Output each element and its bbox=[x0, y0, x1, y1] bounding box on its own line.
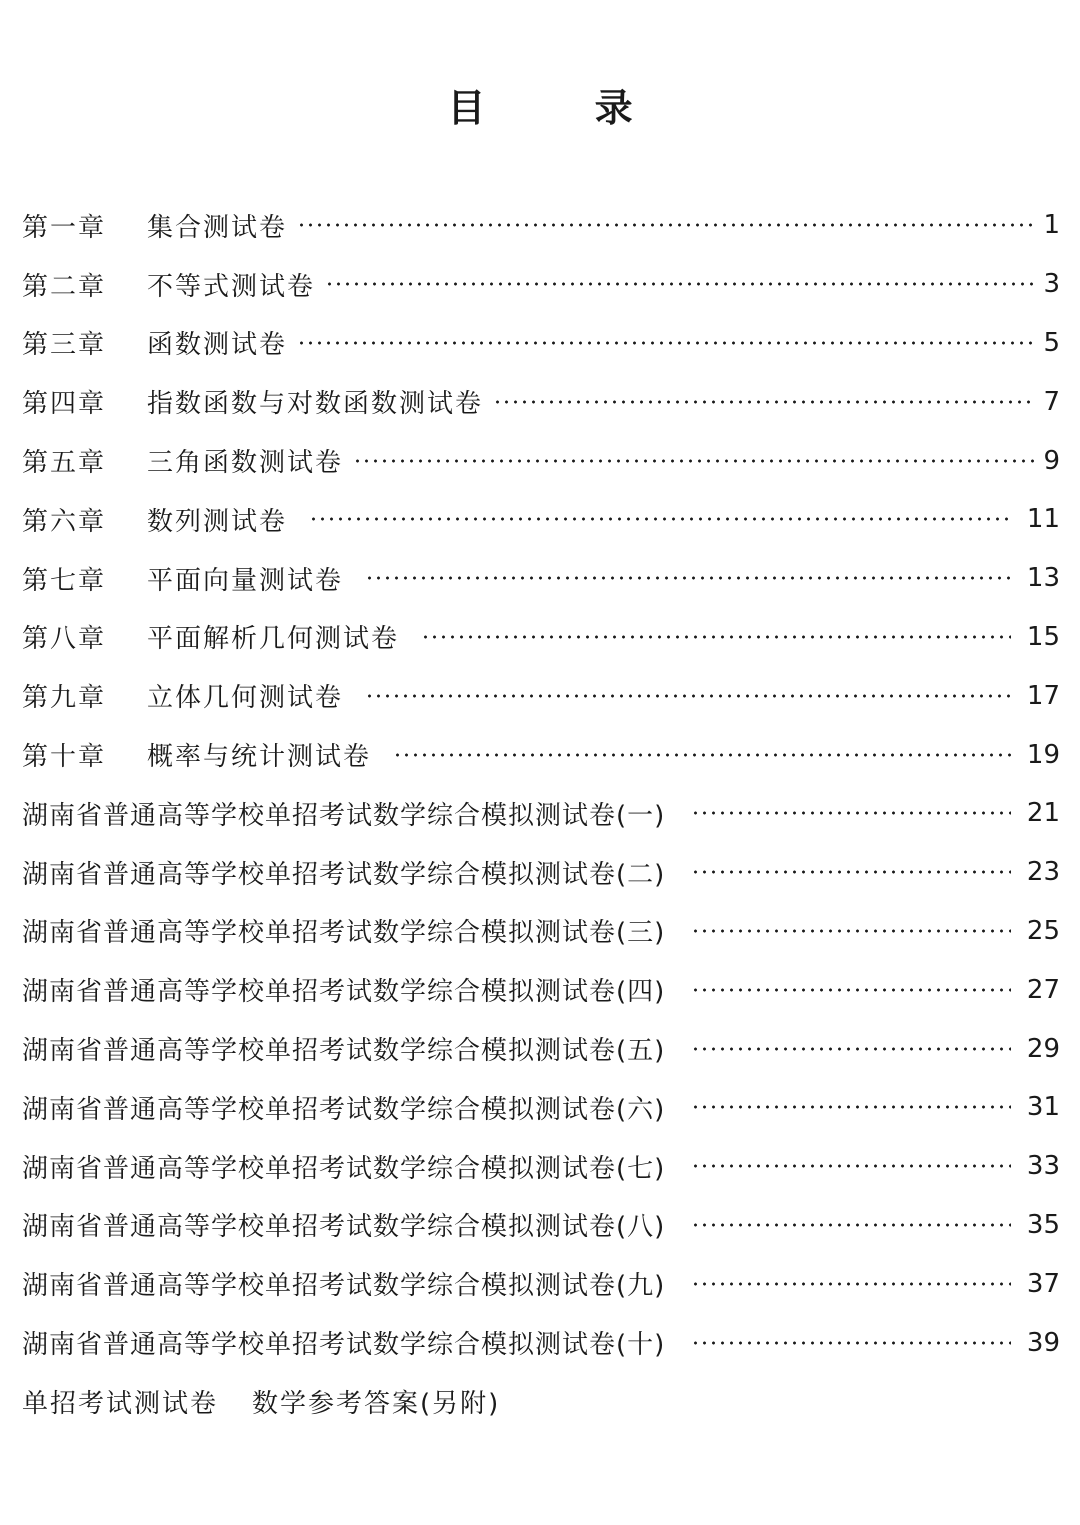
dot-leader bbox=[297, 223, 1035, 227]
toc-entry-title: 湖南省普通高等学校单招考试数学综合模拟测试卷(四) bbox=[22, 977, 666, 1008]
toc-entry-title: 湖南省普通高等学校单招考试数学综合模拟测试卷(七) bbox=[22, 1153, 666, 1184]
dot-leader bbox=[691, 870, 1011, 874]
toc-entry-mock-exam-4[interactable] bbox=[22, 960, 1060, 1019]
dot-leader bbox=[365, 694, 1011, 698]
toc-entry-title: 湖南省普通高等学校单招考试数学综合模拟测试卷(十) bbox=[22, 1330, 666, 1361]
dot-leader bbox=[691, 811, 1011, 815]
toc-chapter-label: 第二章 bbox=[22, 271, 107, 302]
toc-page-number: 25 bbox=[1026, 915, 1060, 946]
toc-entry-answer-key[interactable] bbox=[22, 1372, 1060, 1431]
toc-entry-title: 概率与统计测试卷 bbox=[147, 742, 372, 773]
toc-chapter-label: 第五章 bbox=[22, 448, 107, 479]
toc-entry-mock-exam-9[interactable] bbox=[22, 1254, 1060, 1313]
toc-entry-title: 指数函数与对数函数测试卷 bbox=[147, 389, 484, 420]
toc-chapter-label: 第一章 bbox=[22, 212, 107, 243]
toc-entry-mock-exam-5[interactable] bbox=[22, 1019, 1060, 1078]
toc-entry-chapter-10[interactable] bbox=[22, 725, 1060, 784]
toc-entry-title: 湖南省普通高等学校单招考试数学综合模拟测试卷(九) bbox=[22, 1271, 666, 1302]
dot-leader bbox=[691, 1223, 1011, 1227]
dot-leader bbox=[691, 1164, 1011, 1168]
toc-page-number: 39 bbox=[1026, 1327, 1060, 1358]
toc-entry-chapter-7[interactable] bbox=[22, 549, 1060, 608]
toc-entry-title: 立体几何测试卷 bbox=[147, 683, 344, 714]
toc-chapter-label: 第七章 bbox=[22, 565, 107, 596]
toc-entry-chapter-8[interactable] bbox=[22, 608, 1060, 667]
answer-key-note: 数学参考答案(另附) bbox=[252, 1388, 501, 1419]
toc-chapter-label: 第三章 bbox=[22, 330, 107, 361]
toc-entry-chapter-4[interactable] bbox=[22, 372, 1060, 431]
toc-entry-mock-exam-3[interactable] bbox=[22, 902, 1060, 961]
dot-leader bbox=[325, 282, 1035, 286]
toc-page-number: 11 bbox=[1026, 504, 1060, 535]
toc-page-number: 17 bbox=[1026, 680, 1060, 711]
toc-page-number: 33 bbox=[1026, 1151, 1060, 1182]
toc-entry-mock-exam-10[interactable] bbox=[22, 1313, 1060, 1372]
toc-page-number: 3 bbox=[1043, 269, 1060, 300]
dot-leader bbox=[309, 517, 1011, 521]
toc-page-number: 1 bbox=[1043, 210, 1060, 241]
toc-page-number: 31 bbox=[1026, 1092, 1060, 1123]
toc-entry-chapter-9[interactable] bbox=[22, 666, 1060, 725]
toc-entry-title: 平面解析几何测试卷 bbox=[147, 624, 400, 655]
toc-page-number: 23 bbox=[1026, 857, 1060, 888]
toc-page-number: 19 bbox=[1026, 739, 1060, 770]
dot-leader bbox=[691, 1047, 1011, 1051]
toc-page-number: 5 bbox=[1043, 327, 1060, 358]
toc-page-number: 15 bbox=[1026, 621, 1060, 652]
dot-leader bbox=[691, 929, 1011, 933]
toc-entry-mock-exam-6[interactable] bbox=[22, 1078, 1060, 1137]
toc-entry-chapter-5[interactable] bbox=[22, 431, 1060, 490]
toc-page-number: 35 bbox=[1026, 1209, 1060, 1240]
toc-entry-title: 三角函数测试卷 bbox=[147, 448, 344, 479]
table-of-contents bbox=[22, 196, 1060, 1431]
toc-entry-chapter-1[interactable] bbox=[22, 196, 1060, 255]
toc-entry-title: 湖南省普通高等学校单招考试数学综合模拟测试卷(二) bbox=[22, 859, 666, 890]
toc-entry-mock-exam-8[interactable] bbox=[22, 1196, 1060, 1255]
toc-page-number: 21 bbox=[1026, 798, 1060, 829]
toc-entry-title: 不等式测试卷 bbox=[147, 271, 316, 302]
toc-chapter-label: 第八章 bbox=[22, 624, 107, 655]
toc-entry-title: 湖南省普通高等学校单招考试数学综合模拟测试卷(三) bbox=[22, 918, 666, 949]
toc-entry-mock-exam-1[interactable] bbox=[22, 784, 1060, 843]
answer-key-label: 单招考试测试卷 bbox=[22, 1388, 219, 1419]
toc-entry-title: 湖南省普通高等学校单招考试数学综合模拟测试卷(六) bbox=[22, 1094, 666, 1125]
toc-entry-title: 湖南省普通高等学校单招考试数学综合模拟测试卷(八) bbox=[22, 1212, 666, 1243]
dot-leader bbox=[691, 1105, 1011, 1109]
toc-page-number: 7 bbox=[1043, 386, 1060, 417]
toc-page-number: 9 bbox=[1043, 445, 1060, 476]
dot-leader bbox=[297, 341, 1035, 345]
toc-entry-chapter-6[interactable] bbox=[22, 490, 1060, 549]
dot-leader bbox=[691, 1341, 1011, 1345]
toc-chapter-label: 第九章 bbox=[22, 683, 107, 714]
dot-leader bbox=[421, 635, 1011, 639]
dot-leader bbox=[353, 459, 1035, 463]
dot-leader bbox=[691, 1282, 1011, 1286]
toc-entry-title: 函数测试卷 bbox=[147, 330, 288, 361]
toc-page-number: 29 bbox=[1026, 1033, 1060, 1064]
toc-chapter-label: 第四章 bbox=[22, 389, 107, 420]
toc-entry-title: 平面向量测试卷 bbox=[147, 565, 344, 596]
dot-leader bbox=[691, 988, 1011, 992]
dot-leader bbox=[393, 753, 1011, 757]
dot-leader bbox=[493, 400, 1035, 404]
toc-page-number: 27 bbox=[1026, 974, 1060, 1005]
dot-leader bbox=[365, 576, 1011, 580]
toc-entry-chapter-3[interactable] bbox=[22, 314, 1060, 373]
toc-entry-chapter-2[interactable] bbox=[22, 255, 1060, 314]
toc-entry-title: 数列测试卷 bbox=[147, 506, 288, 537]
toc-entry-title: 集合测试卷 bbox=[147, 212, 288, 243]
toc-entry-mock-exam-7[interactable] bbox=[22, 1137, 1060, 1196]
toc-chapter-label: 第六章 bbox=[22, 506, 107, 537]
toc-page-number: 37 bbox=[1026, 1268, 1060, 1299]
toc-page-number: 13 bbox=[1026, 563, 1060, 594]
page-title: 目 录 bbox=[447, 85, 681, 130]
toc-entry-title: 湖南省普通高等学校单招考试数学综合模拟测试卷(一) bbox=[22, 800, 666, 831]
toc-entry-mock-exam-2[interactable] bbox=[22, 843, 1060, 902]
toc-chapter-label: 第十章 bbox=[22, 742, 107, 773]
toc-entry-title: 湖南省普通高等学校单招考试数学综合模拟测试卷(五) bbox=[22, 1036, 666, 1067]
